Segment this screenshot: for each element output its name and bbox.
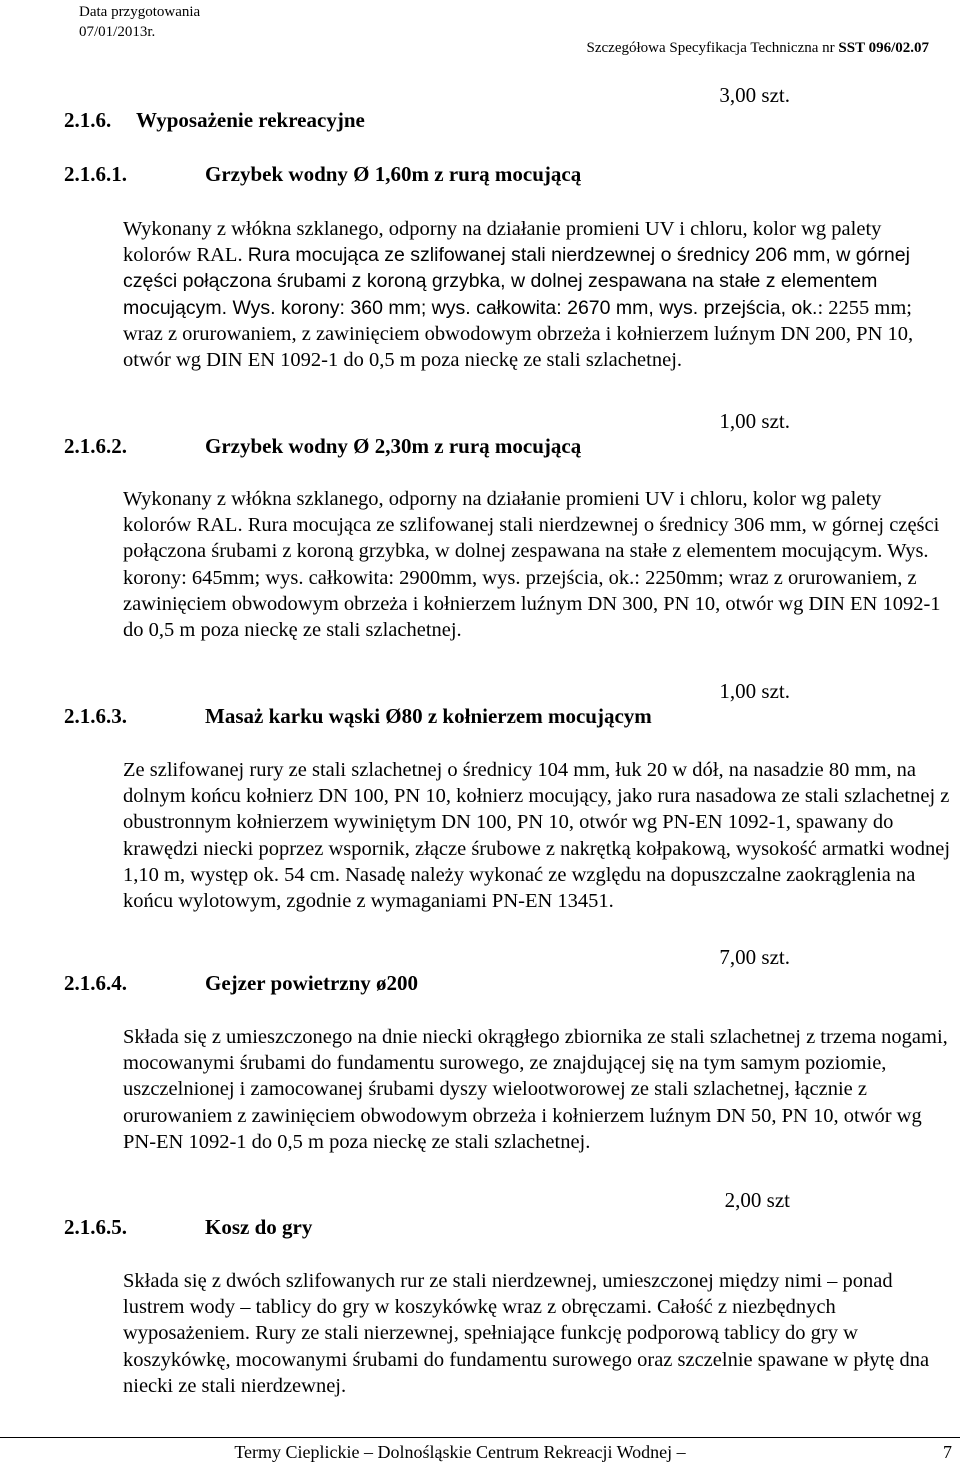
- item-description: [123, 216, 953, 373]
- description-serif-part: Wykonany z włókna szklanego, odporny na działanie promieni UV i chloru, kolor wg palety kolorów RAL.: [123, 218, 882, 267]
- item-quantity: 1,00 szt.: [719, 679, 790, 703]
- item-heading: [64, 1214, 312, 1240]
- footer-text: Termy Cieplickie – Dolnośląskie Centrum Rekreacji Wodnej –: [234, 1442, 686, 1462]
- item-number: 2.1.6.5.: [64, 1215, 127, 1239]
- item-title: Masaż karku wąski Ø80 z kołnierzem mocującym: [205, 704, 652, 728]
- spec-prefix: Szczegółowa Specyfikacja Techniczna nr: [586, 40, 839, 56]
- item-title: Grzybek wodny Ø 1,60m z rurą mocującą: [205, 162, 582, 186]
- page-footer: [0, 1440, 960, 1464]
- section-heading: [64, 107, 365, 133]
- item-heading: [64, 703, 652, 729]
- item-number: 2.1.6.2.: [64, 434, 127, 458]
- item-description: Składa się z umieszczonego na dnie niecki okrągłego zbiornika ze stali szlachetnej z trzema nogami, mocowanymi śrubami do fundamentu surowego, ze znajdującej się na tym samym poziomie, uszczelnionej i zamocowanej śrubami dyszy wielootworowej ze stali szlachetnej, łącznie z orurowaniem z zawinięciem obwodowym obrzeża i kołnierzem luźnym DN 50, PN 10, otwór wg PN-EN 1092-1 do 0,5 m poza nieckę ze stali szlachetnej.: [123, 1026, 948, 1153]
- preparation-date: 07/01/2013r.: [79, 24, 156, 40]
- section-title: Wyposażenie rekreacyjne: [136, 108, 365, 132]
- spec-code: SST 096/02.07: [838, 40, 929, 56]
- item-number: 2.1.6.1.: [64, 162, 127, 186]
- page-number: 7: [943, 1442, 952, 1462]
- preparation-label: Data przygotowania: [79, 4, 201, 20]
- item-description: Składa się z dwóch szlifowanych rur ze stali nierdzewnej, umieszczonej między nimi – ponad lustrem wody – tablicy do gry w koszykówkę wraz z obręczami. Całość z niezbędnych wyposażeniem. Rury ze stali nierzewnej, spełniające funkcję podporową tablicy do gry w koszykówkę, mocowanymi śrubami do fundamentu surowego oraz szczelnie spawane w płytę dna niecki ze stali nierdzewnej.: [123, 1270, 930, 1397]
- item-title: Kosz do gry: [205, 1215, 313, 1239]
- header-left: [79, 2, 200, 42]
- item-description: Ze szlifowanej rury ze stali szlachetnej o średnicy 104 mm, łuk 20 w dół, na nasadzie 80 mm, na dolnym końcu kołnierz DN 100, PN 10, kołnierz mocujący, jako rura nasadowa ze stali szlachetnej z obustronnym kołnierzem wywiniętym DN 100, PN 10, otwór wg PN-EN 1092-1, spawany do krawędzi niecki poprzez wspornik, złącze śrubowe z nakrętką kołpakową, wysokość armatki wodnej 1,10 m, występ ok. 54 cm. Nasadę należy wykonać ze względu na dopuszczalne zaokrąglenia na końcu wylotowym, zgodnie z wymaganiami PN-EN 13451.: [123, 759, 951, 913]
- item-title: Gejzer powietrzny ø200: [205, 971, 419, 995]
- item-heading: [64, 433, 581, 459]
- description-tail-part: : 2255 mm; wraz z orurowaniem, z zawinięciem obwodowym obrzeża i kołnierzem luźnym DN 200, PN 10, otwór wg DIN EN 1092-1 do 0,5 m poza nieckę ze stali szlachetnej.: [123, 296, 914, 372]
- item-title: Grzybek wodny Ø 2,30m z rurą mocującą: [205, 434, 582, 458]
- description-sans-part: Rura mocująca ze szlifowanej stali nierdzewnej o średnicy 206 mm, w górnej części połączona śrubami z koroną grzybka, w dolnej zespawana na stałe z elementem mocującym. Wys. korony: 360 mm; wys. całkowita: 2670 mm, wys. przejścia, ok.: [123, 244, 910, 319]
- spec-reference: [587, 38, 929, 58]
- item-quantity: 2,00 szt: [724, 1188, 790, 1212]
- item-number: 2.1.6.3.: [64, 704, 127, 728]
- footer-rule: [0, 1437, 960, 1438]
- item-number: 2.1.6.4.: [64, 971, 127, 995]
- item-quantity: 1,00 szt.: [719, 409, 790, 433]
- section-quantity: 3,00 szt.: [719, 83, 790, 107]
- item-quantity: 7,00 szt.: [719, 945, 790, 969]
- item-heading: [64, 970, 418, 996]
- item-heading: [64, 161, 581, 187]
- section-number: 2.1.6.: [64, 108, 112, 132]
- item-description: Wykonany z włókna szklanego, odporny na działanie promieni UV i chloru, kolor wg palety kolorów RAL. Rura mocująca ze szlifowanej stali nierdzewnej o średnicy 306 mm, w górnej części połączona śrubami z koroną grzybka, w dolnej zespawana na stałe z elementem mocującym. Wys. korony: 645mm; wys. całkowita: 2900mm, wys. przejścia, ok.: 2250mm; wraz z orurowaniem, z zawinięciem obwodowym obrzeża i kołnierzem luźnym DN 300, PN 10, otwór wg DIN EN 1092-1 do 0,5 m poza nieckę ze stali szlachetnej.: [123, 488, 941, 642]
